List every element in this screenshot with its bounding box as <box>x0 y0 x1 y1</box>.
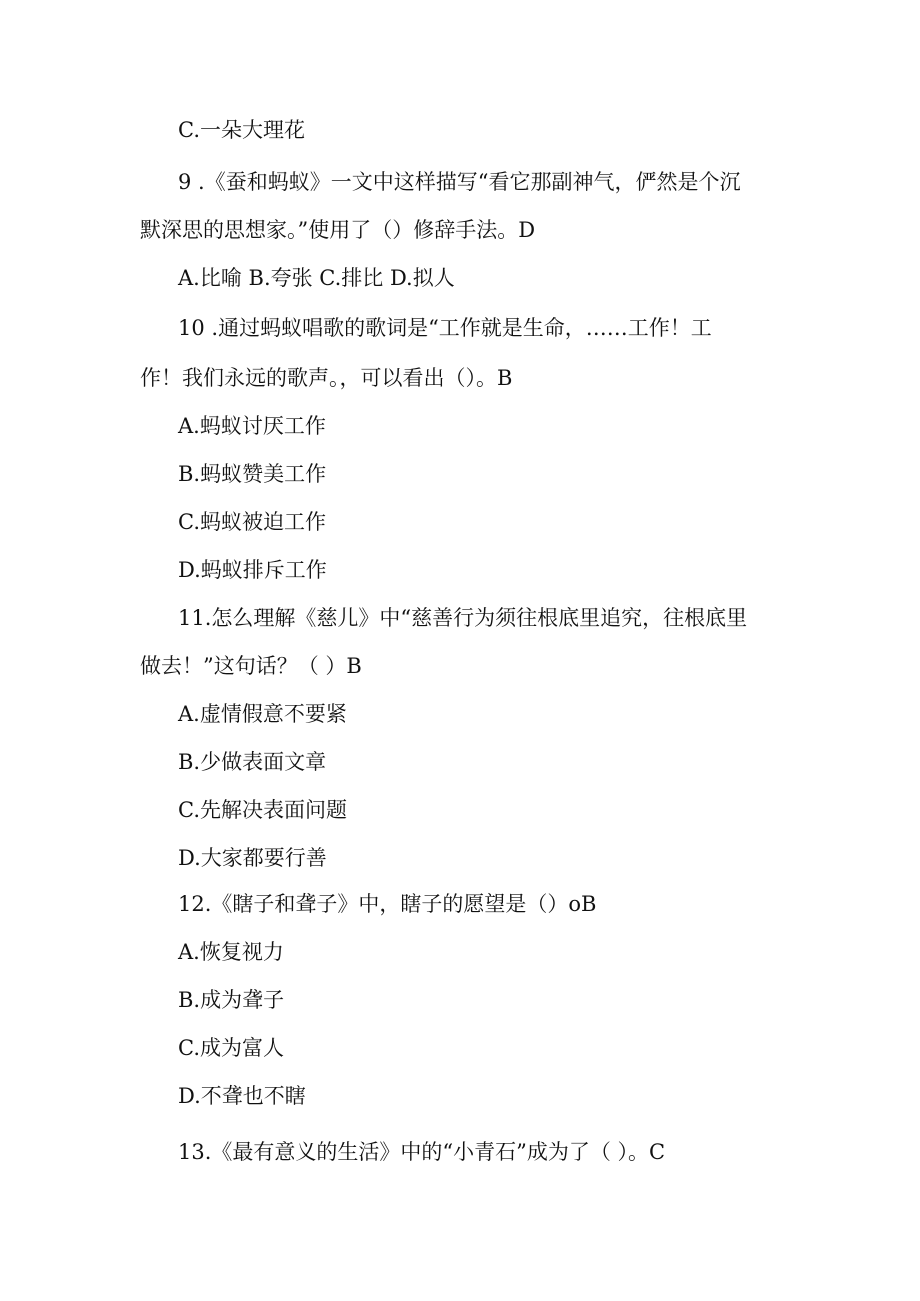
option-9c-prev: C.一朵大理花 <box>178 118 305 142</box>
question-9-line-2: 默深思的思想家。”使用了（）修辞手法。D <box>140 218 536 242</box>
question-11-line-2: 做去！”这句话？（ ）B <box>140 654 362 678</box>
question-11-option-a: A.虚情假意不要紧 <box>178 702 347 726</box>
question-12-line-1: 12.《瞎子和聋子》中，瞎子的愿望是（）oB <box>178 892 597 916</box>
question-11-option-b: B.少做表面文章 <box>178 750 327 774</box>
question-13-line-1: 13.《最有意义的生活》中的“小青石”成为了（ ）。C <box>178 1140 666 1164</box>
question-10-option-b: B.蚂蚁赞美工作 <box>178 462 327 486</box>
question-10-option-d: D.蚂蚁排斥工作 <box>178 558 327 582</box>
question-9-line-1: 9 .《蚕和蚂蚁》一文中这样描写“看它那副神气，俨然是个沉 <box>178 170 741 194</box>
question-10-line-2: 作！我们永远的歌声。，可以看出（）。B <box>140 366 513 390</box>
question-9-options: A.比喻 B.夸张 C.排比 D.拟人 <box>178 266 455 290</box>
question-12-option-d: D.不聋也不瞎 <box>178 1084 306 1108</box>
question-11-option-d: D.大家都要行善 <box>178 846 327 870</box>
question-11-line-1: 11.怎么理解《慈儿》中“慈善行为须往根底里追究，往根底里 <box>178 606 748 630</box>
question-11-option-c: C.先解决表面问题 <box>178 798 347 822</box>
question-12-option-a: A.恢复视力 <box>178 940 284 964</box>
question-10-option-c: C.蚂蚁被迫工作 <box>178 510 326 534</box>
question-10-line-1: 10 .通过蚂蚁唱歌的歌词是“工作就是生命，……工作！工 <box>178 316 712 340</box>
question-12-option-b: B.成为聋子 <box>178 988 285 1012</box>
question-12-option-c: C.成为富人 <box>178 1036 284 1060</box>
question-10-option-a: A.蚂蚁讨厌工作 <box>178 414 326 438</box>
